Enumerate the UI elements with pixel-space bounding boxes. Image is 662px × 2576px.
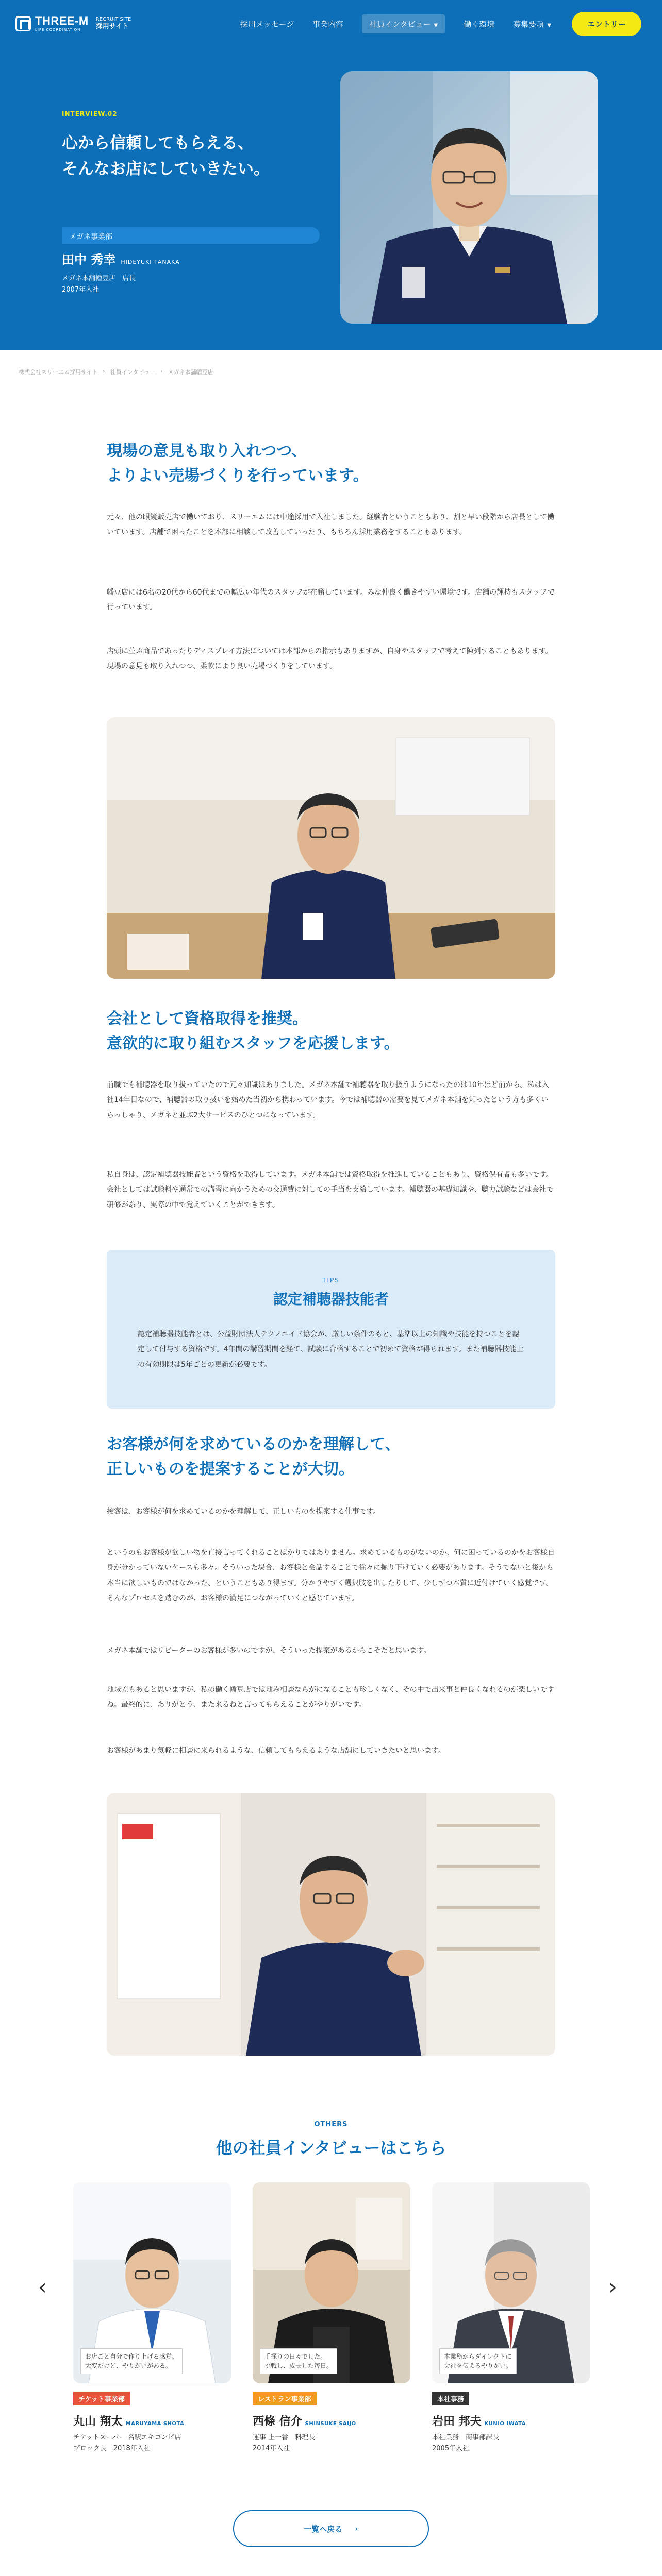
back-to-list-button[interactable]: 一覧へ戻る › (233, 2510, 429, 2547)
header-entry-button[interactable]: エントリー (572, 12, 641, 36)
section2-paragraph-1: 前職でも補聴器を取り扱っていたので元々知識はありました。メガネ本舗で補聴器を取り扱うようになったのは10年ほど前から。私は入社14年目なので、補聴器の取り扱いを始めた当初から携わっています。今では補聴器の需要を見てメガネ本舗を知ったという方も多くいらっしゃり、メガネと並ぶ2大サービスのひとつになっています。 (107, 1081, 549, 1120)
card-meta: チケットスーパー 名駅エキコンビ店 ブロック長 2018年入社 (73, 2434, 181, 2452)
others-title: 他の社員インタビューはこちら (216, 2138, 446, 2158)
nav-item-requirements[interactable]: 募集要項 ▼ (513, 19, 551, 29)
site-header (0, 0, 662, 47)
nav-item-business[interactable]: 事業内容 (312, 19, 344, 29)
header-logo[interactable] (15, 15, 131, 32)
section1-paragraph-2: 幡豆店には6名の20代から60代までの幅広い年代のスタッフが在籍しています。みな仲良く働きやすい環境です。店舗の輝持もスタッフで行っています。 (107, 588, 555, 612)
carousel-prev-icon[interactable]: ‹ (38, 2274, 47, 2299)
tips-label: TIPS (322, 1277, 340, 1284)
article-photo-2 (107, 1793, 555, 2056)
interview-card-saijo[interactable] (253, 2182, 410, 2454)
card-name: 丸山 翔太 MARUYAMA SHOTA (73, 2415, 185, 2428)
breadcrumb-home[interactable]: 株式会社スリーエム採用サイト (19, 369, 98, 376)
breadcrumb-current: メガネ本舗幡豆店 (168, 369, 213, 376)
hero-name: 田中 秀幸 HIDEYUKI TANAKA (62, 252, 180, 267)
tips-body: 認定補聴器技能者とは、公益財団法人テクノエイド協会が、厳しい条件のもと、基準以上の知識や技能を持つことを認定して付与する資格です。4年間の講習期間を経て、試験に合格することで初めて資格が得られます。また補聴器技能士の有効期限は5年ごとの更新が必要です。 (138, 1330, 524, 1369)
logo-site-jp: 採用サイト (95, 23, 129, 31)
section3-paragraph-2: というのもお客様が欲しい物を直接言ってくれることばかりではありません。求めているものがないのか、何に困っているのかをお客様自身が分かっていないケースも多々。そういった場合、お客様と会話することで徐々に掘り下げていく必要があります。そうでないと後から本当に欲しいものではなかった、ということもあり得ます。分かりやすく選択肢を出したりして、少しずつ本質に近付けていく感覚です。そんなプロセスを踏むのが、お客様の満足につながっていくと感じています。 (107, 1549, 555, 1603)
global-nav (240, 14, 551, 33)
logo-site-en: RECRUIT SITE (95, 16, 131, 22)
section1-paragraph-3: 店頭に並ぶ商品であったりディスプレイ方法については本部からの指示もありますが、自身やスタッフで考えて陳列することもあります。現場の意見も取り入れつつ、柔軟により良い売場づくりをしています。 (107, 647, 553, 671)
chevron-down-icon: ▼ (547, 22, 551, 28)
section-heading-2: 会社として資格取得を推奨。 意欲的に取り組むスタッフを応援します。 (107, 1010, 400, 1053)
card-photo (432, 2182, 590, 2383)
section3-paragraph-3: メガネ本舗ではリピーターのお客様が多いのですが、そういった提案があるからこそだと思います。 (107, 1647, 431, 1655)
section3-paragraph-4: 地域差もあると思いますが、私の働く幡豆店では地み相談ならがになることも珍しくなく、その中で出来事と仲良くなれるのが楽しいですね。最終的に、ありがとう、また来るねと言ってもらえることがやりがいです。 (107, 1686, 554, 1709)
section3-paragraph-5: お客様があまり気軽に相談に来られるような、信頼してもらえるような店舗にしていきたいと思います。 (107, 1747, 445, 1755)
chevron-down-icon: ▼ (434, 22, 438, 28)
logo-sub: LIFE COORDINATION (35, 28, 81, 32)
section1-paragraph-1: 元々、他の眼鏡販売店で働いており、スリーエムには中途採用で入社しました。経験者ということもあり、割と早い段階から店長として働いています。店舗で困ったことを本部に相談して改善していったり、もちろん採用業務をすることもあります。 (107, 513, 554, 537)
breadcrumb: 株式会社スリーエム採用サイト › 社員インタビュー › メガネ本舗幡豆店 (19, 368, 213, 376)
nav-item-interview[interactable]: 社員インタビュー ▼ (362, 14, 445, 33)
card-photo (73, 2182, 231, 2383)
card-department-badge: チケット事業部 (73, 2392, 130, 2405)
breadcrumb-interview[interactable]: 社員インタビュー (110, 369, 156, 376)
interview-card-maruyama[interactable] (73, 2182, 231, 2454)
hero-title: 心から信頼してもらえる、 そんなお店にしていきたい。 (62, 134, 270, 178)
card-photo (253, 2182, 410, 2383)
section3-paragraph-1: 接客は、お客様が何を求めているのかを理解して、正しいものを提案する仕事です。 (107, 1507, 380, 1516)
section2-paragraph-2: 私自身は、認定補聴器技能者という資格を取得しています。メガネ本舗では資格取得を推進していることもあり、資格保有者も多いです。会社としては試験料や通常での講習に向かうための交通費に対しての手当を支給しています。補聴器の基礎知識や、聴力試験などは会社で研修があり、実際の中で覚えていくことができます。 (107, 1171, 554, 1209)
card-department-badge: レストラン事業部 (253, 2392, 317, 2405)
section-heading-1: 現場の意見も取り入れつつ、 よりよい売場づくりを行っています。 (107, 442, 369, 485)
card-meta: 本社業務 商事部課長 2005年入社 (432, 2434, 500, 2452)
tips-title: 認定補聴器技能者 (273, 1291, 389, 1308)
hero-portrait-photo (340, 71, 598, 324)
nav-item-environment[interactable]: 働く環境 (464, 19, 495, 29)
section-heading-3: お客様が何を求めているのかを理解して、 正しいものを提案することが大切。 (107, 1435, 401, 1478)
hero-name-en: HIDEYUKI TANAKA (121, 259, 180, 265)
logo-name: THREE-M (35, 14, 89, 27)
card-meta: 運事 上一番 料理長 2014年入社 (253, 2434, 316, 2452)
hero-section (0, 47, 662, 350)
card-quote: 本業務からダイレクトに 会社を伝えるやりがい。 (439, 2348, 517, 2374)
hero-meta: メガネ本舗幡豆店 店長 2007年入社 (62, 275, 136, 294)
logo-site-label (96, 16, 131, 31)
article-photo-1 (107, 717, 555, 979)
tips-box (107, 1250, 555, 1409)
card-quote: お店ごと自分で作り上げる感覚。 大変だけど、やりがいがある。 (80, 2348, 183, 2374)
card-name: 西條 信介 SHINSUKE SAIJO (253, 2415, 356, 2428)
nav-item-message[interactable]: 採用メッセージ (240, 19, 294, 29)
interview-card-iwata[interactable] (432, 2182, 590, 2454)
card-name: 岩田 邦夫 KUNIO IWATA (432, 2415, 526, 2428)
card-department-badge: 本社事務 (432, 2392, 469, 2405)
chevron-right-icon: › (355, 2524, 358, 2533)
logo-mark-icon (15, 16, 31, 31)
others-label: OTHERS (314, 2121, 348, 2128)
carousel-next-icon[interactable]: › (608, 2274, 617, 2299)
card-quote: 手探りの日々でした。 挑戦し、成長した毎日。 (260, 2348, 337, 2374)
hero-department: メガネ事業部 (62, 227, 320, 244)
interview-number: INTERVIEW.02 (62, 110, 118, 117)
